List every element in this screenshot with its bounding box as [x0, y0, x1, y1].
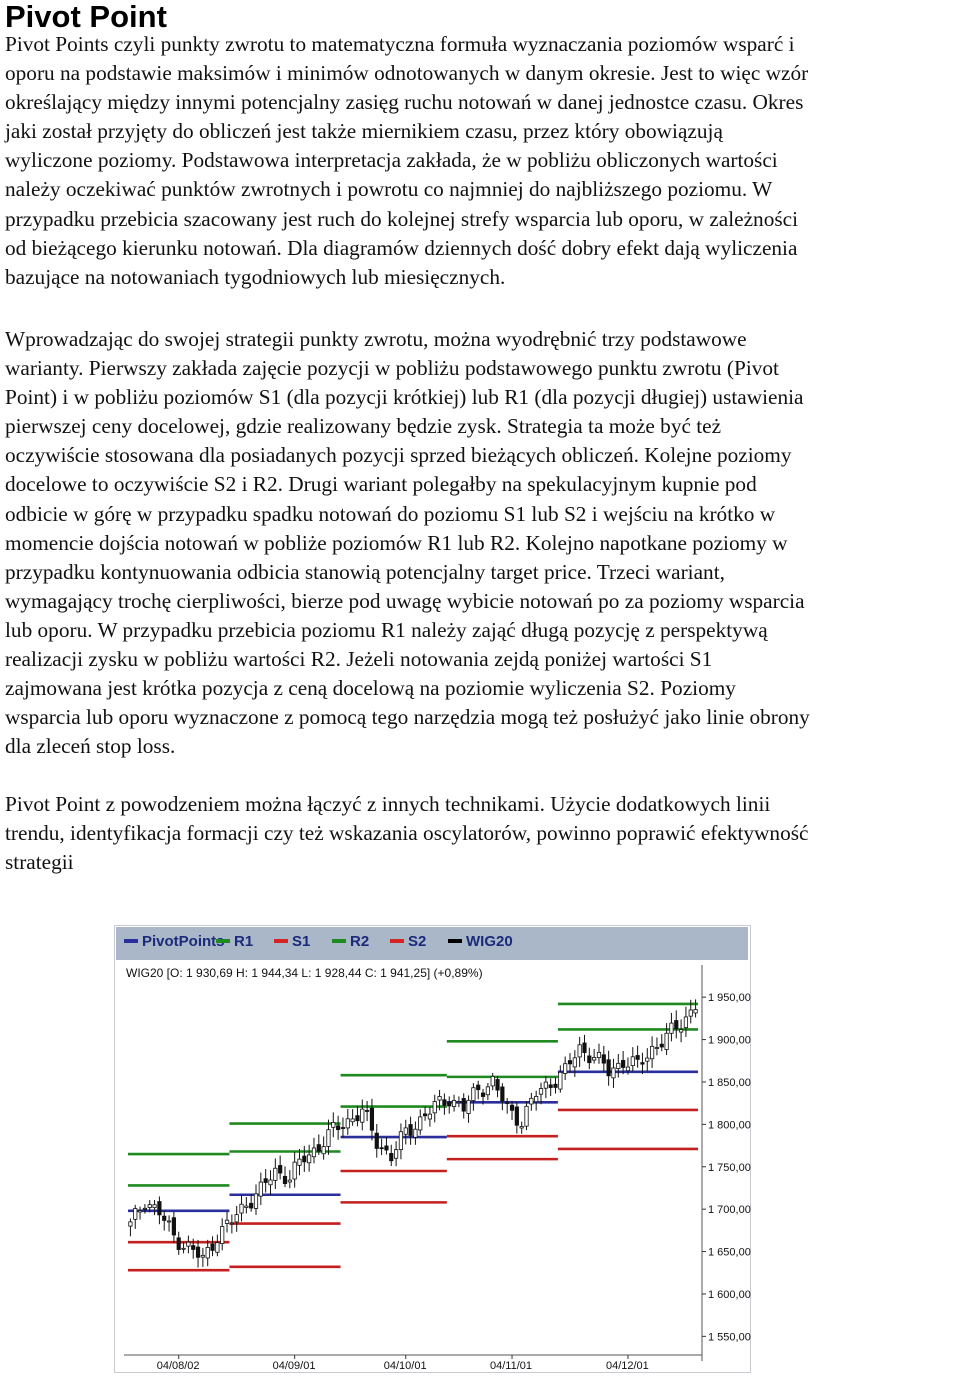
candle-body [361, 1109, 364, 1122]
candle-body [472, 1088, 475, 1101]
candle-body [481, 1093, 484, 1096]
text-line: wyliczone poziomy. Podstawowa interpretacja zakłada, że w pobliżu obliczonych wartości [5, 148, 778, 173]
candle-body [192, 1246, 195, 1250]
candle-body [322, 1147, 325, 1154]
candle-body [274, 1168, 277, 1180]
candle-body [138, 1211, 141, 1212]
candle-body [506, 1102, 509, 1103]
text-line: Pivot Points czyli punkty zwrotu to matematyczna formuła wyznaczania poziomów wsparć i [5, 32, 795, 56]
legend-label: R1 [234, 933, 254, 950]
candle-body [660, 1044, 663, 1047]
candle-body [221, 1227, 224, 1244]
candle-body [172, 1218, 175, 1235]
text-line: dla zleceń stop loss. [5, 734, 176, 759]
paragraph-combination [5, 790, 960, 877]
candle-body [414, 1129, 417, 1137]
y-tick-label: 1 550,00 [708, 1331, 751, 1344]
candle-body [409, 1125, 412, 1136]
candle-body [452, 1100, 455, 1106]
candle-body [153, 1205, 156, 1208]
candle-body [351, 1119, 354, 1122]
candle-body [423, 1114, 426, 1116]
candle-body [501, 1087, 504, 1101]
candle-body [491, 1076, 494, 1085]
candles [129, 999, 698, 1267]
candle-body [665, 1033, 668, 1049]
text-line: Point) i w pobliżu poziomów S1 (dla pozycji krótkiej) lub R1 (dla pozycji długiej) ustawienia [5, 385, 804, 410]
candle-body [278, 1165, 281, 1173]
text-line: zajmowana jest krótka pozycja z ceną docelową na poziomie wyliczenia S2. Poziomy [5, 676, 736, 701]
candle-body [626, 1067, 629, 1071]
candle-body [457, 1102, 460, 1103]
candle-body [167, 1221, 170, 1222]
candle-body [612, 1068, 615, 1078]
candle-body [694, 1009, 697, 1012]
candle-body [390, 1153, 393, 1160]
candle-body [385, 1146, 388, 1150]
x-axis [124, 1355, 702, 1372]
candle-body [288, 1180, 291, 1182]
candle-body [143, 1208, 146, 1209]
candle-body [356, 1116, 359, 1121]
candle-body [462, 1098, 465, 1111]
candle-body [578, 1045, 581, 1057]
x-tick-label: 04/12/01 [605, 1360, 649, 1372]
candle-body [264, 1179, 267, 1183]
candle-body [298, 1159, 301, 1165]
text-line: bazujące na notowaniach tygodniowych lub miesięcznych. [5, 264, 506, 289]
text-line: od bieżącego kierunku notowań. Dla diagramów dziennych dość dobry efekt dają wyliczenia [5, 235, 798, 260]
candle-body [327, 1130, 330, 1147]
chart-svg [114, 925, 751, 1373]
candle-body [530, 1098, 533, 1104]
candle-body [375, 1133, 378, 1148]
candle-body [419, 1117, 422, 1130]
candle-body [225, 1220, 228, 1223]
candle-body [438, 1096, 441, 1100]
paragraph-intro [5, 30, 960, 292]
text-line: momencie dojścia notowań w pobliże poziomów R1 lub R2. Kolejno napotkane poziomy w [5, 530, 788, 555]
text-line: wymagający trochę cierpliwości, bierze pod uwagę wybicie notowań po za poziomy wsparcia [5, 588, 805, 613]
text-line: Pivot Point z powodzeniem można łączyć z innych technikami. Użycie dodatkowych linii [5, 792, 771, 816]
text-line: określający między innymi potencjalny zasięg ruchu notowań w danej jednostce czasu. Okres [5, 90, 804, 115]
paragraph-strategies [5, 325, 960, 761]
text-line: wsparcia lub oporu wyznaczone z pomocą tego narzędzia mogą też posłużyć jako linie obrony [5, 705, 810, 730]
y-tick-label: 1 750,00 [708, 1161, 751, 1174]
candle-body [689, 1010, 692, 1016]
chart-legend [124, 933, 513, 950]
y-tick-label: 1 950,00 [708, 992, 751, 1005]
candle-body [269, 1180, 272, 1185]
legend-label: PivotPoints [142, 933, 225, 950]
text-line: docelowe to oczywiście S2 i R2. Drugi wariant polegałby na spekulacyjnym kupnie pod [5, 472, 757, 497]
candle-body [617, 1063, 620, 1068]
text-line: realizacji zysku w pobliżu wartości R2. Jeżeli notowania zejdą poniżej wartości S1 [5, 647, 713, 672]
candle-body [583, 1043, 586, 1053]
candle-body [187, 1242, 190, 1246]
candle-body [240, 1204, 243, 1213]
candle-body [684, 1017, 687, 1028]
candle-body [346, 1119, 349, 1128]
text-line: przypadku przebicia szacowany jest ruch do kolejnej strefy wsparcia lub oporu, w zależności [5, 206, 799, 231]
candle-body [428, 1114, 431, 1119]
candle-body [433, 1102, 436, 1113]
candle-body [332, 1122, 335, 1127]
candle-body [230, 1223, 233, 1224]
pivot-points-chart [114, 925, 751, 1373]
candle-body [675, 1021, 678, 1029]
candle-body [201, 1255, 204, 1257]
candle-body [549, 1085, 552, 1088]
y-tick-label: 1 700,00 [708, 1204, 751, 1217]
candle-body [496, 1079, 499, 1090]
candle-body [235, 1215, 238, 1222]
candle-body [544, 1082, 547, 1088]
candle-body [245, 1206, 248, 1207]
candle-body [211, 1244, 214, 1250]
x-tick-label: 04/09/01 [272, 1360, 316, 1372]
candle-body [467, 1100, 470, 1113]
x-tick-label: 04/08/02 [156, 1360, 200, 1372]
candle-body [148, 1205, 151, 1208]
candle-body [597, 1052, 600, 1057]
page-title: Pivot Point [5, 0, 167, 34]
candle-body [303, 1156, 306, 1162]
candle-body [646, 1058, 649, 1061]
candle-body [158, 1202, 161, 1215]
candle-body [650, 1046, 653, 1058]
candle-body [486, 1087, 489, 1095]
candle-body [607, 1060, 610, 1076]
candle-body [370, 1108, 373, 1130]
text-line: Wprowadzając do swojej strategii punkty zwrotu, można wyodrębnić trzy podstawowe [5, 327, 747, 351]
candle-body [554, 1084, 557, 1087]
candle-body [317, 1145, 320, 1151]
candle-body [380, 1148, 383, 1149]
candle-body [592, 1057, 595, 1060]
y-tick-label: 1 900,00 [708, 1034, 751, 1047]
text-line: trendu, identyfikacja formacji czy też wskazania oscylatorów, powinno poprawić efektywność [5, 821, 809, 846]
text-line: należy oczekiwać punktów zwrotnych i powrotu co najmniej do najbliższego poziomu. W [5, 177, 773, 202]
y-tick-label: 1 850,00 [708, 1076, 751, 1089]
y-tick-label: 1 800,00 [708, 1119, 751, 1132]
candle-body [563, 1064, 566, 1074]
candle-body [259, 1182, 262, 1196]
candle-body [636, 1055, 639, 1059]
candle-body [163, 1216, 166, 1220]
text-line: strategii [5, 850, 74, 875]
legend-label: S1 [292, 933, 311, 950]
legend-label: S2 [408, 933, 427, 950]
candle-body [510, 1105, 513, 1110]
candle-body [525, 1106, 528, 1126]
candle-body [341, 1128, 344, 1129]
candle-body [134, 1209, 137, 1220]
candle-body [443, 1100, 446, 1106]
candle-body [365, 1110, 368, 1111]
candle-body [631, 1057, 634, 1066]
candle-body [520, 1127, 523, 1128]
text-line: pierwszej ceny docelowej, gdzie realizowany będzie zysk. Strategia ta może być też [5, 414, 722, 439]
x-tick-label: 04/11/01 [490, 1360, 533, 1372]
candle-body [641, 1063, 644, 1065]
text-line: oporu na podstawie maksimów i minimów odnotowanych w danym okresie. Jest to więc wzór [5, 61, 809, 86]
chart-info-label: WIG20 [O: 1 930,69 H: 1 944,34 L: 1 928,44 C: 1 941,25] (+0,89%) [126, 966, 483, 980]
candle-body [404, 1128, 407, 1134]
candle-body [477, 1085, 480, 1090]
y-tick-label: 1 600,00 [708, 1288, 751, 1301]
candle-body [515, 1107, 518, 1125]
candle-body [670, 1023, 673, 1033]
candle-body [206, 1247, 209, 1258]
candle-body [293, 1162, 296, 1179]
candle-body [573, 1058, 576, 1067]
candle-body [129, 1222, 132, 1226]
legend-label: R2 [350, 933, 370, 950]
pivot-levels [128, 1004, 698, 1270]
candle-body [307, 1155, 310, 1163]
candle-body [448, 1102, 451, 1106]
candle-body [254, 1194, 257, 1209]
candle-body [602, 1055, 605, 1063]
text-line: odbicie w górę w przypadku spadku notowań do poziomu S1 lub S2 i wejściu na krótko w [5, 501, 776, 526]
candle-body [621, 1060, 624, 1067]
candle-body [559, 1072, 562, 1089]
candle-body [588, 1056, 591, 1063]
candle-body [177, 1238, 180, 1250]
candle-body [249, 1203, 252, 1208]
text-line: jaki został przyjęty do obliczeń jest także miernikiem czasu, przez który obowiązują [5, 119, 723, 144]
candle-body [336, 1126, 339, 1130]
text-line: przypadku kontynuowania odbicia stanowią potencjalny target price. Trzeci wariant, [5, 559, 725, 584]
candle-body [182, 1248, 185, 1249]
candle-body [534, 1096, 537, 1101]
candle-body [539, 1089, 542, 1095]
text-line: lub oporu. W przypadku przebicia poziomu R1 należy zająć długą pozycję z perspektywą [5, 617, 768, 642]
legend-label: WIG20 [466, 933, 513, 950]
text-line: oczywiście stosowana dla posiadanych pozycji sprzed bieżących obliczeń. Kolejne poziomy [5, 443, 792, 468]
candle-body [283, 1176, 286, 1183]
x-tick-label: 04/10/01 [383, 1360, 427, 1372]
candle-body [568, 1061, 571, 1064]
candle-body [399, 1132, 402, 1150]
text-line: warianty. Pierwszy zakłada zajęcie pozycji w pobliżu podstawowego punktu zwrotu (Pivot [5, 356, 779, 381]
y-axis [702, 965, 751, 1361]
y-tick-label: 1 650,00 [708, 1246, 751, 1259]
candle-body [216, 1243, 219, 1253]
candle-body [312, 1148, 315, 1157]
candle-body [655, 1048, 658, 1049]
candle-body [679, 1030, 682, 1032]
candle-body [196, 1247, 199, 1257]
candle-body [394, 1150, 397, 1159]
